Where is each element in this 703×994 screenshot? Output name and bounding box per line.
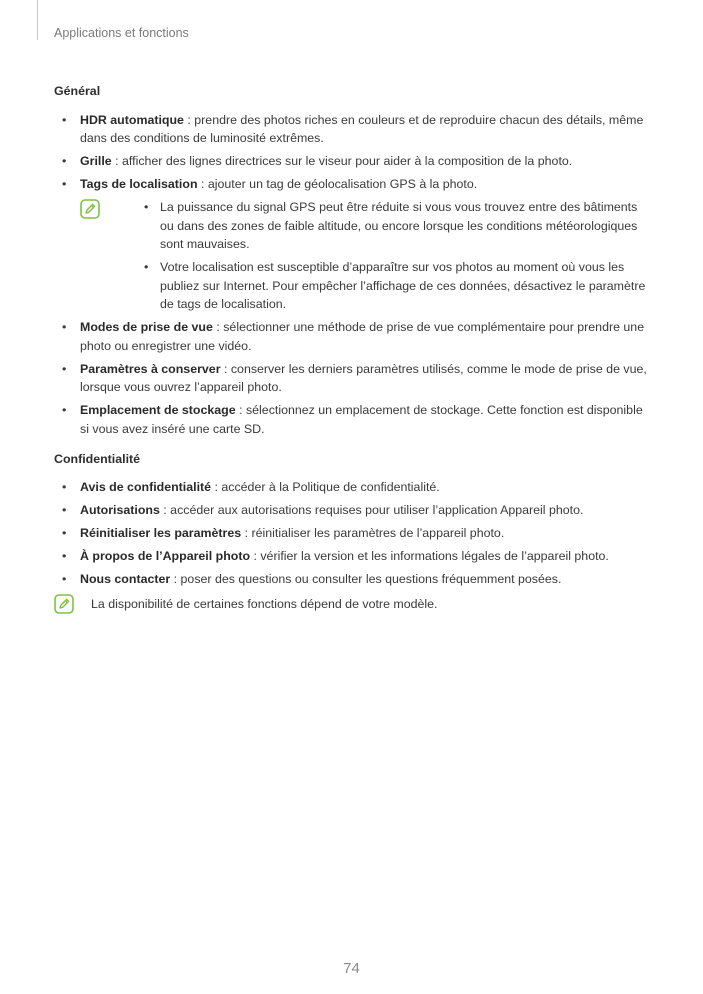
list-item xyxy=(54,478,654,497)
list-item xyxy=(54,111,654,148)
list-item xyxy=(54,570,654,589)
item-desc: : afficher des lignes directrices sur le viseur pour aider à la composition de la photo. xyxy=(111,154,573,169)
note-item xyxy=(134,198,654,254)
bullet: • xyxy=(62,361,67,376)
final-note-text: La disponibilité de certaines fonctions dépend de votre modèle. xyxy=(91,596,438,611)
header-divider xyxy=(37,0,38,40)
note-pencil-icon xyxy=(80,199,100,219)
item-desc: : ajouter un tag de géolocalisation GPS à la photo. xyxy=(197,177,478,192)
item-term: À propos de l’Appareil photo xyxy=(80,549,251,564)
bullet: • xyxy=(62,403,67,418)
list-item xyxy=(54,547,654,566)
item-desc: : sélectionner une méthode de prise de vue complémentaire pour prendre une photo ou enregistrer une vidéo. xyxy=(80,320,645,353)
bullet: • xyxy=(62,112,67,127)
item-desc: : vérifier la version et les informations légales de l’appareil photo. xyxy=(250,549,609,564)
bullet: • xyxy=(62,154,67,169)
item-desc: : accéder aux autorisations requises pour utiliser l’application Appareil photo. xyxy=(159,503,584,518)
final-note xyxy=(54,595,654,614)
bullet: • xyxy=(62,549,67,564)
item-term: Avis de confidentialité xyxy=(80,479,212,494)
item-term: Nous contacter xyxy=(80,572,171,587)
bullet: • xyxy=(62,177,67,192)
item-term: Autorisations xyxy=(80,503,160,518)
item-term: Modes de prise de vue xyxy=(80,320,213,335)
section-title-general: Général xyxy=(54,84,101,98)
note-item xyxy=(134,258,654,314)
item-term: Réinitialiser les paramètres xyxy=(80,526,242,541)
bullet: • xyxy=(62,479,67,494)
note-block xyxy=(80,198,654,314)
item-desc: : conserver les derniers paramètres utilisés, comme le mode de prise de vue, lorsque vous ouvrez l’appareil photo. xyxy=(80,361,647,395)
list-item xyxy=(54,175,654,194)
item-term: Grille xyxy=(80,154,112,169)
page-header-title: Applications et fonctions xyxy=(54,26,189,40)
privacy-list xyxy=(54,478,654,589)
item-term: Emplacement de stockage xyxy=(80,403,236,418)
bullet: • xyxy=(62,503,67,518)
note-pencil-icon xyxy=(54,594,74,614)
list-item xyxy=(54,360,654,397)
note-list xyxy=(134,198,654,314)
item-desc: : prendre des photos riches en couleurs et de reproduire chacun des détails, même dans des conditions de luminosité extrêmes. xyxy=(80,112,644,145)
item-desc: : accéder à la Politique de confidentialité. xyxy=(211,479,440,494)
item-term: Tags de localisation xyxy=(80,177,198,192)
page-number: 74 xyxy=(343,960,360,977)
list-item xyxy=(54,152,654,171)
item-term: HDR automatique xyxy=(80,112,184,127)
section-title-privacy: Confidentialité xyxy=(54,452,141,467)
note-text: La puissance du signal GPS peut être réduite si vous vous trouvez entre des bâtiments ou dans des zones de faible altitude, ou encore lorsque les conditions météorologiques sont mauvaises. xyxy=(160,200,638,252)
item-desc: : poser des questions ou consulter les questions fréquemment posées. xyxy=(170,572,562,587)
bullet: • xyxy=(144,260,149,275)
item-desc: : réinitialiser les paramètres de l’appareil photo. xyxy=(241,526,505,541)
bullet: • xyxy=(62,320,67,335)
note-text: Votre localisation est susceptible d’apparaître sur vos photos au moment où vous les publiez sur Internet. Pour empêcher l’affichage de ces données, désactivez le paramètre de tags de localisation. xyxy=(160,260,646,312)
bullet: • xyxy=(62,572,67,587)
list-item xyxy=(54,318,654,355)
bullet: • xyxy=(62,526,67,541)
list-item xyxy=(54,524,654,543)
general-list xyxy=(54,111,654,439)
item-term: Paramètres à conserver xyxy=(80,361,221,376)
list-item xyxy=(54,401,654,438)
bullet: • xyxy=(144,200,149,215)
main-content xyxy=(54,82,654,613)
item-desc: : sélectionnez un emplacement de stockage. Cette fonction est disponible si vous avez inséré une carte SD. xyxy=(80,403,643,436)
list-item xyxy=(54,501,654,520)
